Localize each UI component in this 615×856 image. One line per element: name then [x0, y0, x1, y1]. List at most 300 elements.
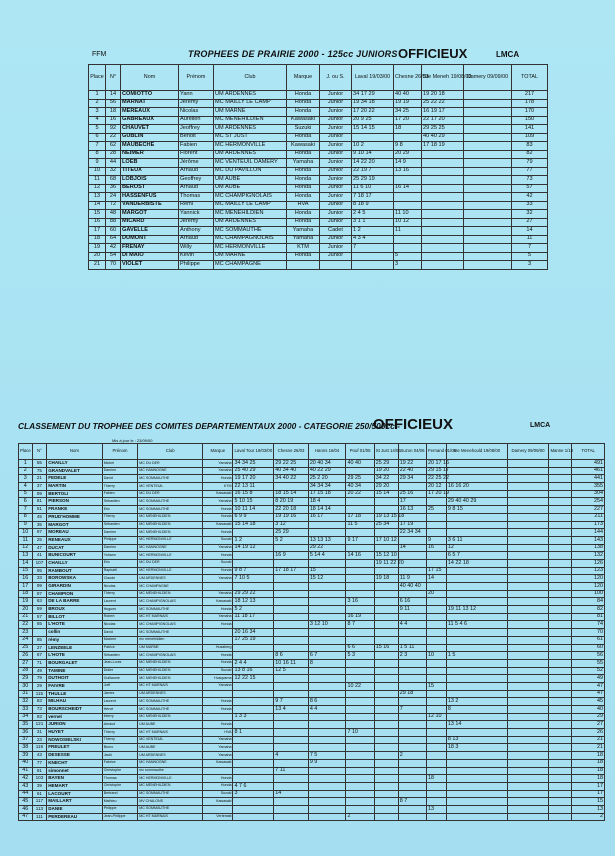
- table-cell: 33: [512, 201, 548, 210]
- table-cell: [374, 798, 398, 806]
- table-row: [19, 652, 605, 660]
- table-cell: [308, 682, 346, 690]
- table-cell: MC HERMONVILLE: [214, 244, 287, 253]
- table-cell: [203, 629, 233, 637]
- table-cell: MC MENEHILDIEN: [138, 521, 203, 529]
- table-cell: 17 15: [427, 567, 447, 575]
- table-cell: PERDEREAU: [47, 813, 102, 821]
- departmental-standings-table: [18, 443, 605, 821]
- table-cell: 24: [106, 193, 121, 202]
- table-cell: [464, 218, 512, 227]
- table-cell: Claude: [102, 575, 138, 583]
- table-cell: Honda: [203, 475, 233, 483]
- column-header: TOTAL: [572, 444, 605, 460]
- column-header: Laval 19/03/00: [352, 65, 394, 91]
- table-cell: Honda: [203, 782, 233, 790]
- table-cell: MC MENEHILDIEN: [138, 667, 203, 675]
- table-cell: TAMINE: [47, 667, 102, 675]
- table-cell: 27: [32, 644, 47, 652]
- table-cell: [507, 667, 549, 675]
- table-cell: 3 6 11: [446, 536, 507, 544]
- table-row: [89, 116, 548, 125]
- table-cell: 72: [106, 201, 121, 210]
- table-cell: DUMONT: [121, 235, 179, 244]
- table-cell: 4: [19, 483, 33, 491]
- table-cell: 22 13 11: [233, 483, 274, 491]
- table-cell: [374, 752, 398, 760]
- table-cell: [549, 536, 572, 544]
- table-row: [19, 460, 605, 468]
- table-cell: [464, 159, 512, 168]
- table-cell: Honda: [287, 167, 320, 176]
- table-cell: [549, 767, 572, 775]
- table-cell: MEREAUX: [121, 108, 179, 117]
- table-cell: DI MAIO: [121, 252, 179, 261]
- table-cell: 29 20: [374, 483, 398, 491]
- table-cell: [308, 590, 346, 598]
- table-cell: Nicolas: [102, 621, 138, 629]
- table-cell: [446, 613, 507, 621]
- table-row: [19, 659, 605, 667]
- table-cell: MC CHAMPAGNE: [214, 261, 287, 270]
- table-cell: 10 11 14: [233, 506, 274, 514]
- table-cell: [346, 636, 374, 644]
- table-cell: 20 22: [346, 490, 374, 498]
- table-cell: [507, 736, 549, 744]
- table-cell: 42: [19, 775, 33, 783]
- table-cell: [507, 636, 549, 644]
- table-cell: [274, 798, 309, 806]
- table-cell: DUCAT: [47, 544, 102, 552]
- table-cell: [446, 752, 507, 760]
- table-cell: [549, 744, 572, 752]
- table-cell: [507, 713, 549, 721]
- table-cell: [507, 690, 549, 698]
- table-row: [19, 775, 605, 783]
- table-cell: Kawasaki: [203, 759, 233, 767]
- table-row: [19, 598, 605, 606]
- table-cell: [507, 752, 549, 760]
- table-cell: Eric: [102, 559, 138, 567]
- table-cell: [233, 775, 274, 783]
- table-cell: 12 5: [274, 667, 309, 675]
- table-cell: [446, 521, 507, 529]
- table-cell: Yamaha: [287, 235, 320, 244]
- table-cell: MC MENEHILDIEN: [214, 116, 287, 125]
- table-cell: [398, 567, 426, 575]
- table-cell: 8 6: [274, 652, 309, 660]
- column-header: Manne 1/10: [549, 444, 572, 460]
- table-cell: [374, 598, 398, 606]
- table-cell: [374, 529, 398, 537]
- table-cell: MICARD: [121, 218, 179, 227]
- table-cell: 21: [32, 475, 47, 483]
- table-cell: 19 11 13 12: [446, 606, 507, 614]
- table-cell: [422, 218, 464, 227]
- table-cell: 14: [512, 227, 548, 236]
- table-cell: 11: [394, 227, 422, 236]
- table-cell: 99: [32, 583, 47, 591]
- table2-lmca: LMCA: [530, 422, 551, 429]
- table-cell: UM MARNE: [214, 252, 287, 261]
- table-cell: [507, 813, 549, 821]
- table-cell: 10: [427, 652, 447, 660]
- table-cell: 40 40: [346, 460, 374, 468]
- table-row: [19, 644, 605, 652]
- table-cell: 47: [19, 813, 33, 821]
- table-cell: MC MAILLY LE CAMP: [214, 201, 287, 210]
- table-cell: 30: [19, 682, 33, 690]
- table-cell: [233, 559, 274, 567]
- table-cell: [427, 736, 447, 744]
- table-cell: [346, 498, 374, 506]
- table-cell: 45: [32, 513, 47, 521]
- table-cell: Junior: [320, 252, 352, 261]
- table-cell: [374, 629, 398, 637]
- column-header: Fernand 01/06: [427, 444, 447, 460]
- table-cell: Honda: [203, 567, 233, 575]
- table-cell: thierry: [102, 713, 138, 721]
- table-cell: 143: [572, 536, 605, 544]
- table-cell: 17 10 12: [375, 536, 397, 543]
- table-cell: 39: [32, 782, 47, 790]
- table-cell: [422, 252, 464, 261]
- table-cell: 7 18 17: [352, 193, 394, 202]
- column-header: Damery 09/09/00: [464, 65, 512, 91]
- table-cell: UM AUBE: [214, 184, 287, 193]
- table-cell: 16: [427, 544, 447, 552]
- table-cell: 18 4: [308, 498, 346, 506]
- table-cell: [507, 467, 549, 475]
- table-cell: [374, 729, 398, 737]
- table-cell: 26: [572, 729, 605, 737]
- table-cell: Vertemati: [203, 813, 233, 821]
- table-cell: 40: [19, 759, 33, 767]
- table-cell: 17 25 19: [233, 636, 274, 644]
- table-cell: 254: [572, 498, 605, 506]
- table-cell: [427, 613, 447, 621]
- table-cell: 20 12: [427, 483, 447, 491]
- table-cell: KTM: [203, 483, 233, 491]
- table-cell: [308, 598, 346, 606]
- table-cell: [274, 736, 309, 744]
- table-cell: 29 15 17: [428, 467, 450, 474]
- table-cell: 15: [427, 682, 447, 690]
- column-header: Marque: [287, 65, 320, 91]
- table-cell: Bertrand: [102, 790, 138, 798]
- table-cell: 461: [572, 467, 605, 475]
- table-cell: 73: [512, 176, 548, 185]
- table-cell: 73: [32, 706, 47, 714]
- table-cell: [274, 713, 309, 721]
- table-cell: vernel: [47, 713, 102, 721]
- table-cell: [346, 506, 374, 514]
- table-cell: 29 18: [398, 690, 426, 698]
- table-cell: [427, 706, 447, 714]
- table-cell: [446, 790, 507, 798]
- table-cell: [507, 552, 549, 560]
- table-cell: 45: [572, 698, 605, 706]
- table-cell: Junior: [320, 176, 352, 185]
- table-cell: [374, 667, 398, 675]
- table-cell: [427, 798, 447, 806]
- table-cell: [394, 235, 422, 244]
- table-cell: 12 10: [427, 713, 447, 721]
- table-cell: [427, 636, 447, 644]
- table-cell: [427, 583, 447, 591]
- table-cell: 35: [19, 721, 33, 729]
- table-cell: 17 18 17: [274, 567, 309, 575]
- table-cell: 1: [19, 460, 33, 468]
- table-cell: [507, 798, 549, 806]
- table-cell: Honda: [203, 552, 233, 560]
- table-row: [19, 729, 605, 737]
- table-cell: [346, 767, 374, 775]
- table-cell: [374, 675, 398, 683]
- table-cell: [346, 667, 374, 675]
- table-cell: HUYET: [47, 729, 102, 737]
- table-cell: Yamaha: [203, 736, 233, 744]
- table-cell: 44: [106, 159, 121, 168]
- table-cell: [446, 460, 507, 468]
- table-cell: Junior: [320, 159, 352, 168]
- table-cell: [507, 805, 549, 813]
- table-cell: MC SOMMAUTHE: [138, 506, 203, 514]
- table-cell: 4 7 6: [233, 782, 274, 790]
- table-cell: 103: [32, 775, 47, 783]
- table-cell: [346, 790, 374, 798]
- table-cell: mc ménéhildien: [138, 636, 203, 644]
- table-cell: [398, 698, 426, 706]
- table-cell: 9 17: [346, 536, 374, 544]
- table-cell: 19 11 22 20: [375, 559, 404, 566]
- table-cell: [446, 583, 507, 591]
- table-cell: MC MENEHILDIEN: [138, 590, 203, 598]
- table-cell: 1: [89, 91, 106, 100]
- table-cell: Honda: [287, 91, 320, 100]
- table-cell: 40: [572, 706, 605, 714]
- table-cell: 132: [572, 552, 605, 560]
- table-cell: 95: [32, 567, 47, 575]
- table-cell: 28: [19, 667, 33, 675]
- table-cell: [427, 606, 447, 614]
- table-cell: 150: [512, 116, 548, 125]
- table-cell: [549, 629, 572, 637]
- table-cell: MC HT MARNAIS: [138, 682, 203, 690]
- table-cell: [374, 659, 398, 667]
- table-cell: MC HERMONVILLE: [138, 536, 203, 544]
- table-cell: 88: [106, 218, 121, 227]
- table-cell: 8: [446, 706, 507, 714]
- table-cell: 19 22: [398, 460, 426, 468]
- table-cell: Yamaha: [203, 752, 233, 760]
- table-cell: MC MENEHILDIEN: [138, 529, 203, 537]
- table-cell: [233, 759, 274, 767]
- table-cell: [427, 698, 447, 706]
- table-cell: CHAMPION: [47, 590, 102, 598]
- table-cell: [507, 775, 549, 783]
- table-cell: [274, 721, 309, 729]
- table-cell: MC HERMONVILLE: [138, 775, 203, 783]
- table-cell: MAUBECHE: [121, 142, 179, 151]
- table-cell: Yamaha: [203, 744, 233, 752]
- table-cell: 19 19 16: [274, 513, 309, 521]
- table-cell: 47: [572, 682, 605, 690]
- table-cell: [549, 475, 572, 483]
- table-row: [19, 752, 605, 760]
- table-cell: [507, 590, 549, 598]
- table-cell: [507, 698, 549, 706]
- table2-title: CLASSEMENT DU TROPHEE DES COMITES DEPARTEMENTAUX 2000 - CATEGORIE 250/500cc -: [18, 421, 400, 431]
- table-cell: 38: [19, 744, 33, 752]
- table-cell: 18: [427, 775, 447, 783]
- table-row: [19, 559, 605, 567]
- table-cell: 31: [19, 690, 33, 698]
- table-cell: 24: [19, 636, 33, 644]
- table-cell: [549, 506, 572, 514]
- table-cell: Hervé: [102, 706, 138, 714]
- table-row: [19, 567, 605, 575]
- ffm-label: FFM: [92, 51, 107, 58]
- table-cell: [233, 798, 274, 806]
- table-cell: 9 11: [398, 606, 426, 614]
- table-cell: [233, 682, 274, 690]
- table-cell: 70: [106, 261, 121, 270]
- table-cell: 11 6 10: [352, 184, 394, 193]
- table-cell: MC ST JUST: [214, 133, 287, 142]
- table-cell: [203, 713, 233, 721]
- table-cell: 18: [572, 759, 605, 767]
- table-cell: 17 20 19: [428, 490, 450, 497]
- table-cell: Maxime: [102, 636, 138, 644]
- table-cell: [422, 235, 464, 244]
- table-cell: [549, 552, 572, 560]
- column-header: Prénom: [179, 65, 214, 91]
- table-cell: [308, 736, 346, 744]
- table-cell: 121: [32, 721, 47, 729]
- table-cell: 15 16: [374, 644, 398, 652]
- table-cell: [549, 598, 572, 606]
- table-cell: Husqvarna: [203, 675, 233, 683]
- table-cell: [549, 782, 572, 790]
- table-cell: [287, 261, 320, 270]
- table-cell: 2 4 4: [233, 659, 274, 667]
- table-cell: Benoit: [179, 133, 214, 142]
- table-cell: [507, 729, 549, 737]
- table-cell: [346, 805, 374, 813]
- table-cell: 3: [394, 261, 422, 270]
- table-cell: Sébastien: [102, 498, 138, 506]
- table-cell: [549, 467, 572, 475]
- table-cell: Guillaume: [102, 675, 138, 683]
- table-cell: [446, 567, 507, 575]
- table-cell: [549, 721, 572, 729]
- table-row: [19, 483, 605, 491]
- table-cell: UM AUBE: [138, 721, 203, 729]
- table-cell: 19: [19, 598, 33, 606]
- table-cell: 14 9: [394, 159, 422, 168]
- table-cell: [374, 790, 398, 798]
- table-cell: [274, 636, 309, 644]
- table-cell: [374, 544, 398, 552]
- table-cell: DANIE: [47, 805, 102, 813]
- table-cell: MC MENEHILDIEN: [138, 513, 203, 521]
- table-cell: [274, 682, 309, 690]
- table-cell: 2 3: [398, 652, 426, 660]
- table-cell: [446, 590, 507, 598]
- table-cell: MC CHAMPIGNOLAIS: [214, 193, 287, 202]
- table-cell: [32, 629, 47, 637]
- table-row: [89, 125, 548, 134]
- table-cell: [422, 227, 464, 236]
- table-cell: 20 9 25: [352, 116, 394, 125]
- table-cell: 18: [106, 108, 121, 117]
- table-cell: 8 6: [308, 698, 346, 706]
- table-cell: [398, 667, 426, 675]
- juniors-standings-table: [88, 64, 548, 270]
- table-cell: [427, 729, 447, 737]
- table-row: [19, 636, 605, 644]
- table-cell: David: [102, 475, 138, 483]
- table-cell: LOBJOIS: [121, 176, 179, 185]
- table-cell: MARTIN: [47, 483, 102, 491]
- table-cell: [507, 506, 549, 514]
- table-cell: 82: [512, 150, 548, 159]
- table-cell: L'HOTE: [47, 652, 102, 660]
- table-cell: Honda: [287, 99, 320, 108]
- table-cell: 13: [427, 805, 447, 813]
- table-cell: 138: [572, 544, 605, 552]
- table-cell: [374, 698, 398, 706]
- table-cell: [233, 736, 274, 744]
- table-cell: 56: [106, 99, 121, 108]
- table-cell: [346, 575, 374, 583]
- table-row: [89, 244, 548, 253]
- table-cell: BEROST: [121, 184, 179, 193]
- table-cell: [507, 644, 549, 652]
- table-cell: [346, 759, 374, 767]
- table-cell: 15 12 10: [375, 551, 397, 558]
- table-cell: 4 3 4: [352, 235, 394, 244]
- table-cell: 12: [89, 184, 106, 193]
- table-cell: 34: [19, 713, 33, 721]
- table-cell: 18: [572, 775, 605, 783]
- table-cell: [398, 590, 426, 598]
- table-cell: 17 20 22: [352, 108, 394, 117]
- table-cell: [274, 775, 309, 783]
- column-header: Marque: [203, 444, 233, 460]
- table-cell: [427, 782, 447, 790]
- table-cell: MC HT MARNAIS: [138, 729, 203, 737]
- table-cell: [233, 721, 274, 729]
- table-cell: [549, 575, 572, 583]
- table-cell: MC VENTEUIL: [138, 736, 203, 744]
- table-row: [19, 759, 605, 767]
- table-cell: 23: [32, 736, 47, 744]
- table-cell: 47: [572, 690, 605, 698]
- table-cell: 19 18: [374, 575, 398, 583]
- table-cell: 14: [19, 559, 33, 567]
- table-cell: 11 5 4 6: [446, 621, 507, 629]
- table-cell: 13: [89, 193, 106, 202]
- table-cell: Kawasaki: [203, 521, 233, 529]
- table-cell: 27: [572, 721, 605, 729]
- table-cell: [374, 706, 398, 714]
- table-cell: Aurélien: [179, 116, 214, 125]
- table-cell: 12: [446, 544, 507, 552]
- table-cell: 5: [512, 252, 548, 261]
- table-cell: 14: [398, 544, 426, 552]
